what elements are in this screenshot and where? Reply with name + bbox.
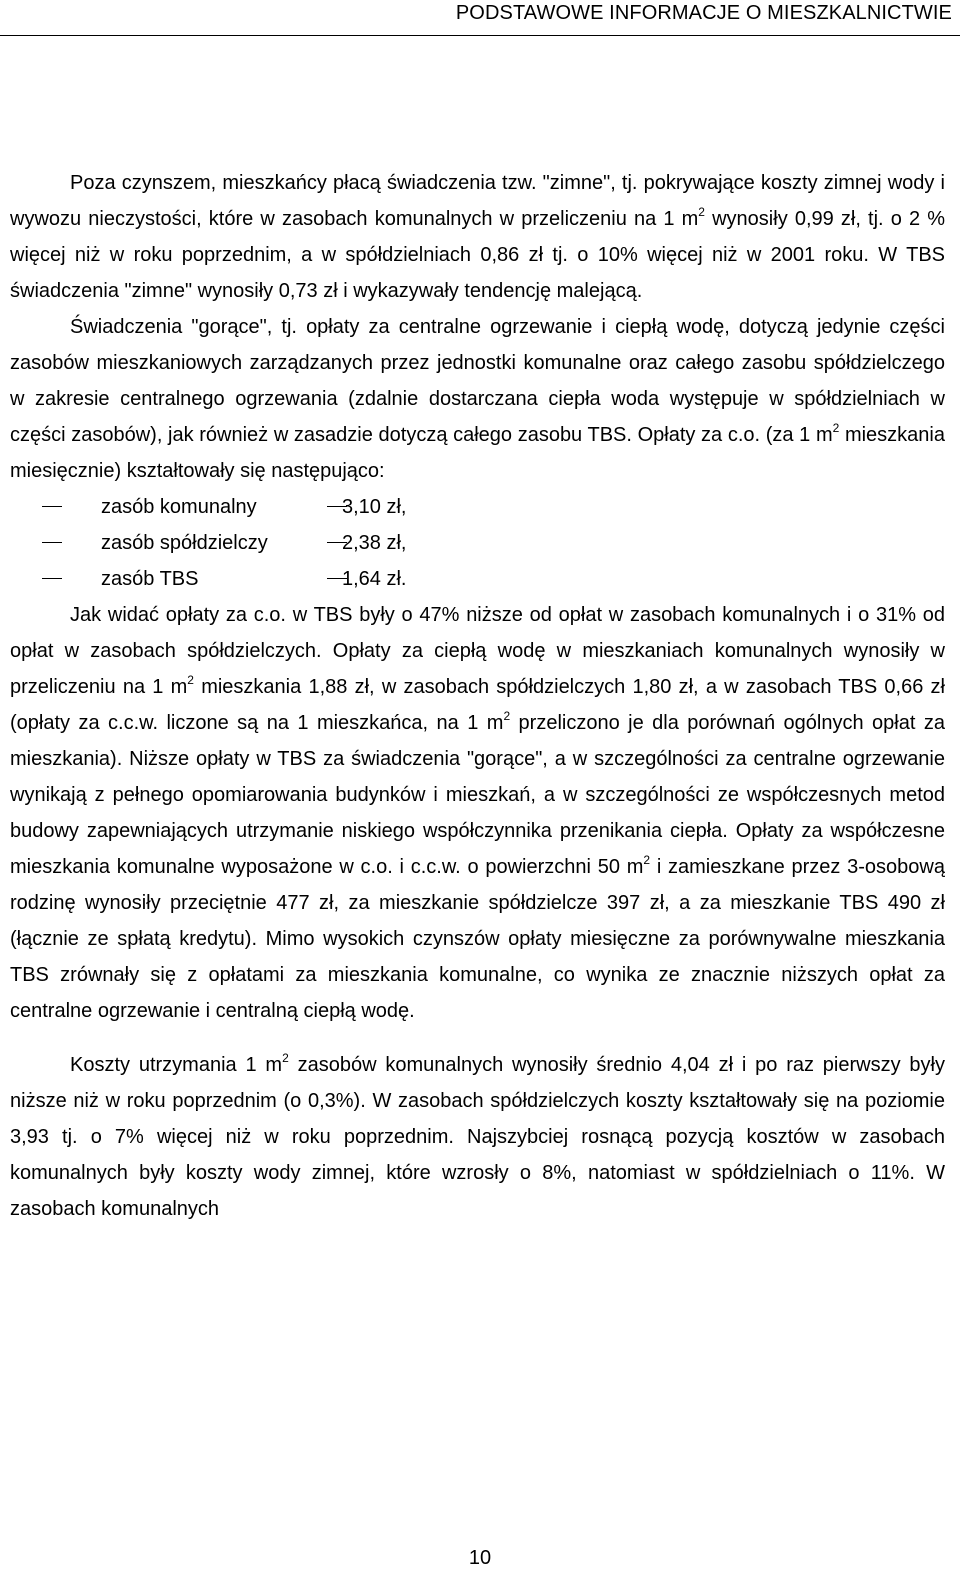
paragraph-heating-comparison [10, 597, 945, 1029]
header-divider [0, 35, 960, 36]
list-item-value: 2,38 zł, [342, 532, 407, 554]
superscript: 2 [832, 421, 840, 435]
page-number: 10 [468, 1547, 492, 1569]
page-header [0, 0, 960, 44]
paragraph-text: przeliczono je dla porównań ogólnych opłat za mieszkania). Niższe opłaty w TBS za świadczenia "gorące", a w szczególności za centralne ogrzewanie wynikają z pełnego opomiarowania budynków i mieszkań, a w szczególności ze współczesnych metod budowy zapewniających utrzymanie niskiego współczynnika przenikania ciepła. Opłaty za współczesne mieszkania komunalne wyposażone w c.o. i c.c.w. o powierzchni 50 m [10, 712, 945, 878]
list-item [10, 489, 945, 525]
superscript: 2 [698, 205, 705, 219]
paragraph-text: Koszty utrzymania 1 m [70, 1054, 283, 1076]
list-item-value: 3,10 zł, [342, 496, 407, 518]
list-item-label: zasób spółdzielczy [101, 532, 268, 554]
list-item [10, 525, 945, 561]
paragraph-text: zasobów komunalnych wynosiły średnio 4,04 zł i po raz pierwszy były niższe niż w roku poprzednim (o 0,3%). W zasobach spółdzielczych koszty kształtowały się na poziomie 3,93 tj. o 7% więcej niż w roku poprzednim. Najszybciej rosnącą pozycją kosztów w zasobach komunalnych były koszty wody zimnej, które wzrosły o 8%, natomiast w spółdzielniach o 11%. W zasobach komunalnych [10, 1054, 945, 1220]
paragraph-text: Świadczenia "gorące", tj. opłaty za centralne ogrzewanie i ciepłą wodę, dotyczą jedynie części zasobów mieszkaniowych zarządzanych przez jednostki komunalne oraz całego zasobu spółdzielczego w zakresie centralnego ogrzewania (zdalnie dostarczana ciepła woda występuje w spółdzielniach w części zasobów), jak również w zasadzie dotyczą całego zasobu TBS. Opłaty za c.o. (za 1 m [10, 316, 945, 446]
list-item-label: zasób TBS [101, 568, 199, 590]
paragraph-text: Jak widać opłaty za c.o. w TBS były o 47% niższe od opłat w zasobach komunalnych i o 31% od opłat w zasobach spółdzielczych. Opłaty za ciepłą wodę w mieszkaniach komunalnych wynosiły w przeliczeniu na 1 m [10, 604, 945, 698]
paragraph-text: Poza czynszem, mieszkańcy płacą świadczenia tzw. "zimne", tj. pokrywające koszty zimnej wody i wywozu nieczystości, które w zasobach komunalnych w przeliczeniu na 1 m [10, 172, 945, 230]
paragraph-text: wynosiły 0,99 zł, tj. o 2 % więcej niż w roku poprzednim, a w spółdzielniach 0,86 zł tj. o 10% więcej niż w 2001 roku. W TBS świadczenia "zimne" wynosiły 0,73 zł i wykazywały tendencję malejącą. [10, 208, 946, 302]
paragraph-text: i zamieszkane przez 3-osobową rodzinę wynosiły przeciętnie 477 zł, za mieszkanie spółdzielcze 397 zł, a za mieszkanie TBS 490 zł (łącznie ze spłatą kredytu). Mimo wysokich czynszów opłaty miesięczne za porównywalne mieszkania TBS zrównały się z opłatami za mieszkania komunalne, co wynika ze znacznie niższych opłat za centralne ogrzewanie i centralną ciepłą wodę. [10, 856, 945, 1022]
dash-bullet [42, 506, 62, 507]
heating-cost-list [10, 489, 945, 597]
list-item-label: zasób komunalny [101, 496, 257, 518]
superscript: 2 [187, 673, 194, 687]
paragraph-maintenance-costs [10, 1047, 945, 1227]
paragraph-hot-utilities [10, 309, 945, 489]
dash-bullet [42, 542, 62, 543]
paragraph-text: mieszkania miesięcznie) kształtowały się następująco: [10, 424, 945, 482]
running-header-title: PODSTAWOWE INFORMACJE O MIESZKALNICTWIE [455, 2, 952, 24]
list-item-value: 1,64 zł. [342, 568, 407, 590]
document-body [10, 165, 945, 1227]
superscript: 2 [503, 709, 511, 723]
list-item [10, 561, 945, 597]
dash-bullet [42, 578, 62, 579]
superscript: 2 [643, 853, 651, 867]
paragraph-cold-utilities [10, 165, 945, 309]
superscript: 2 [282, 1051, 289, 1065]
paragraph-text: mieszkania 1,88 zł, w zasobach spółdzielczych 1,80 zł, a w zasobach TBS 0,66 zł (opłaty za c.c.w. liczone są na 1 mieszkańca, na 1 m [10, 676, 945, 734]
